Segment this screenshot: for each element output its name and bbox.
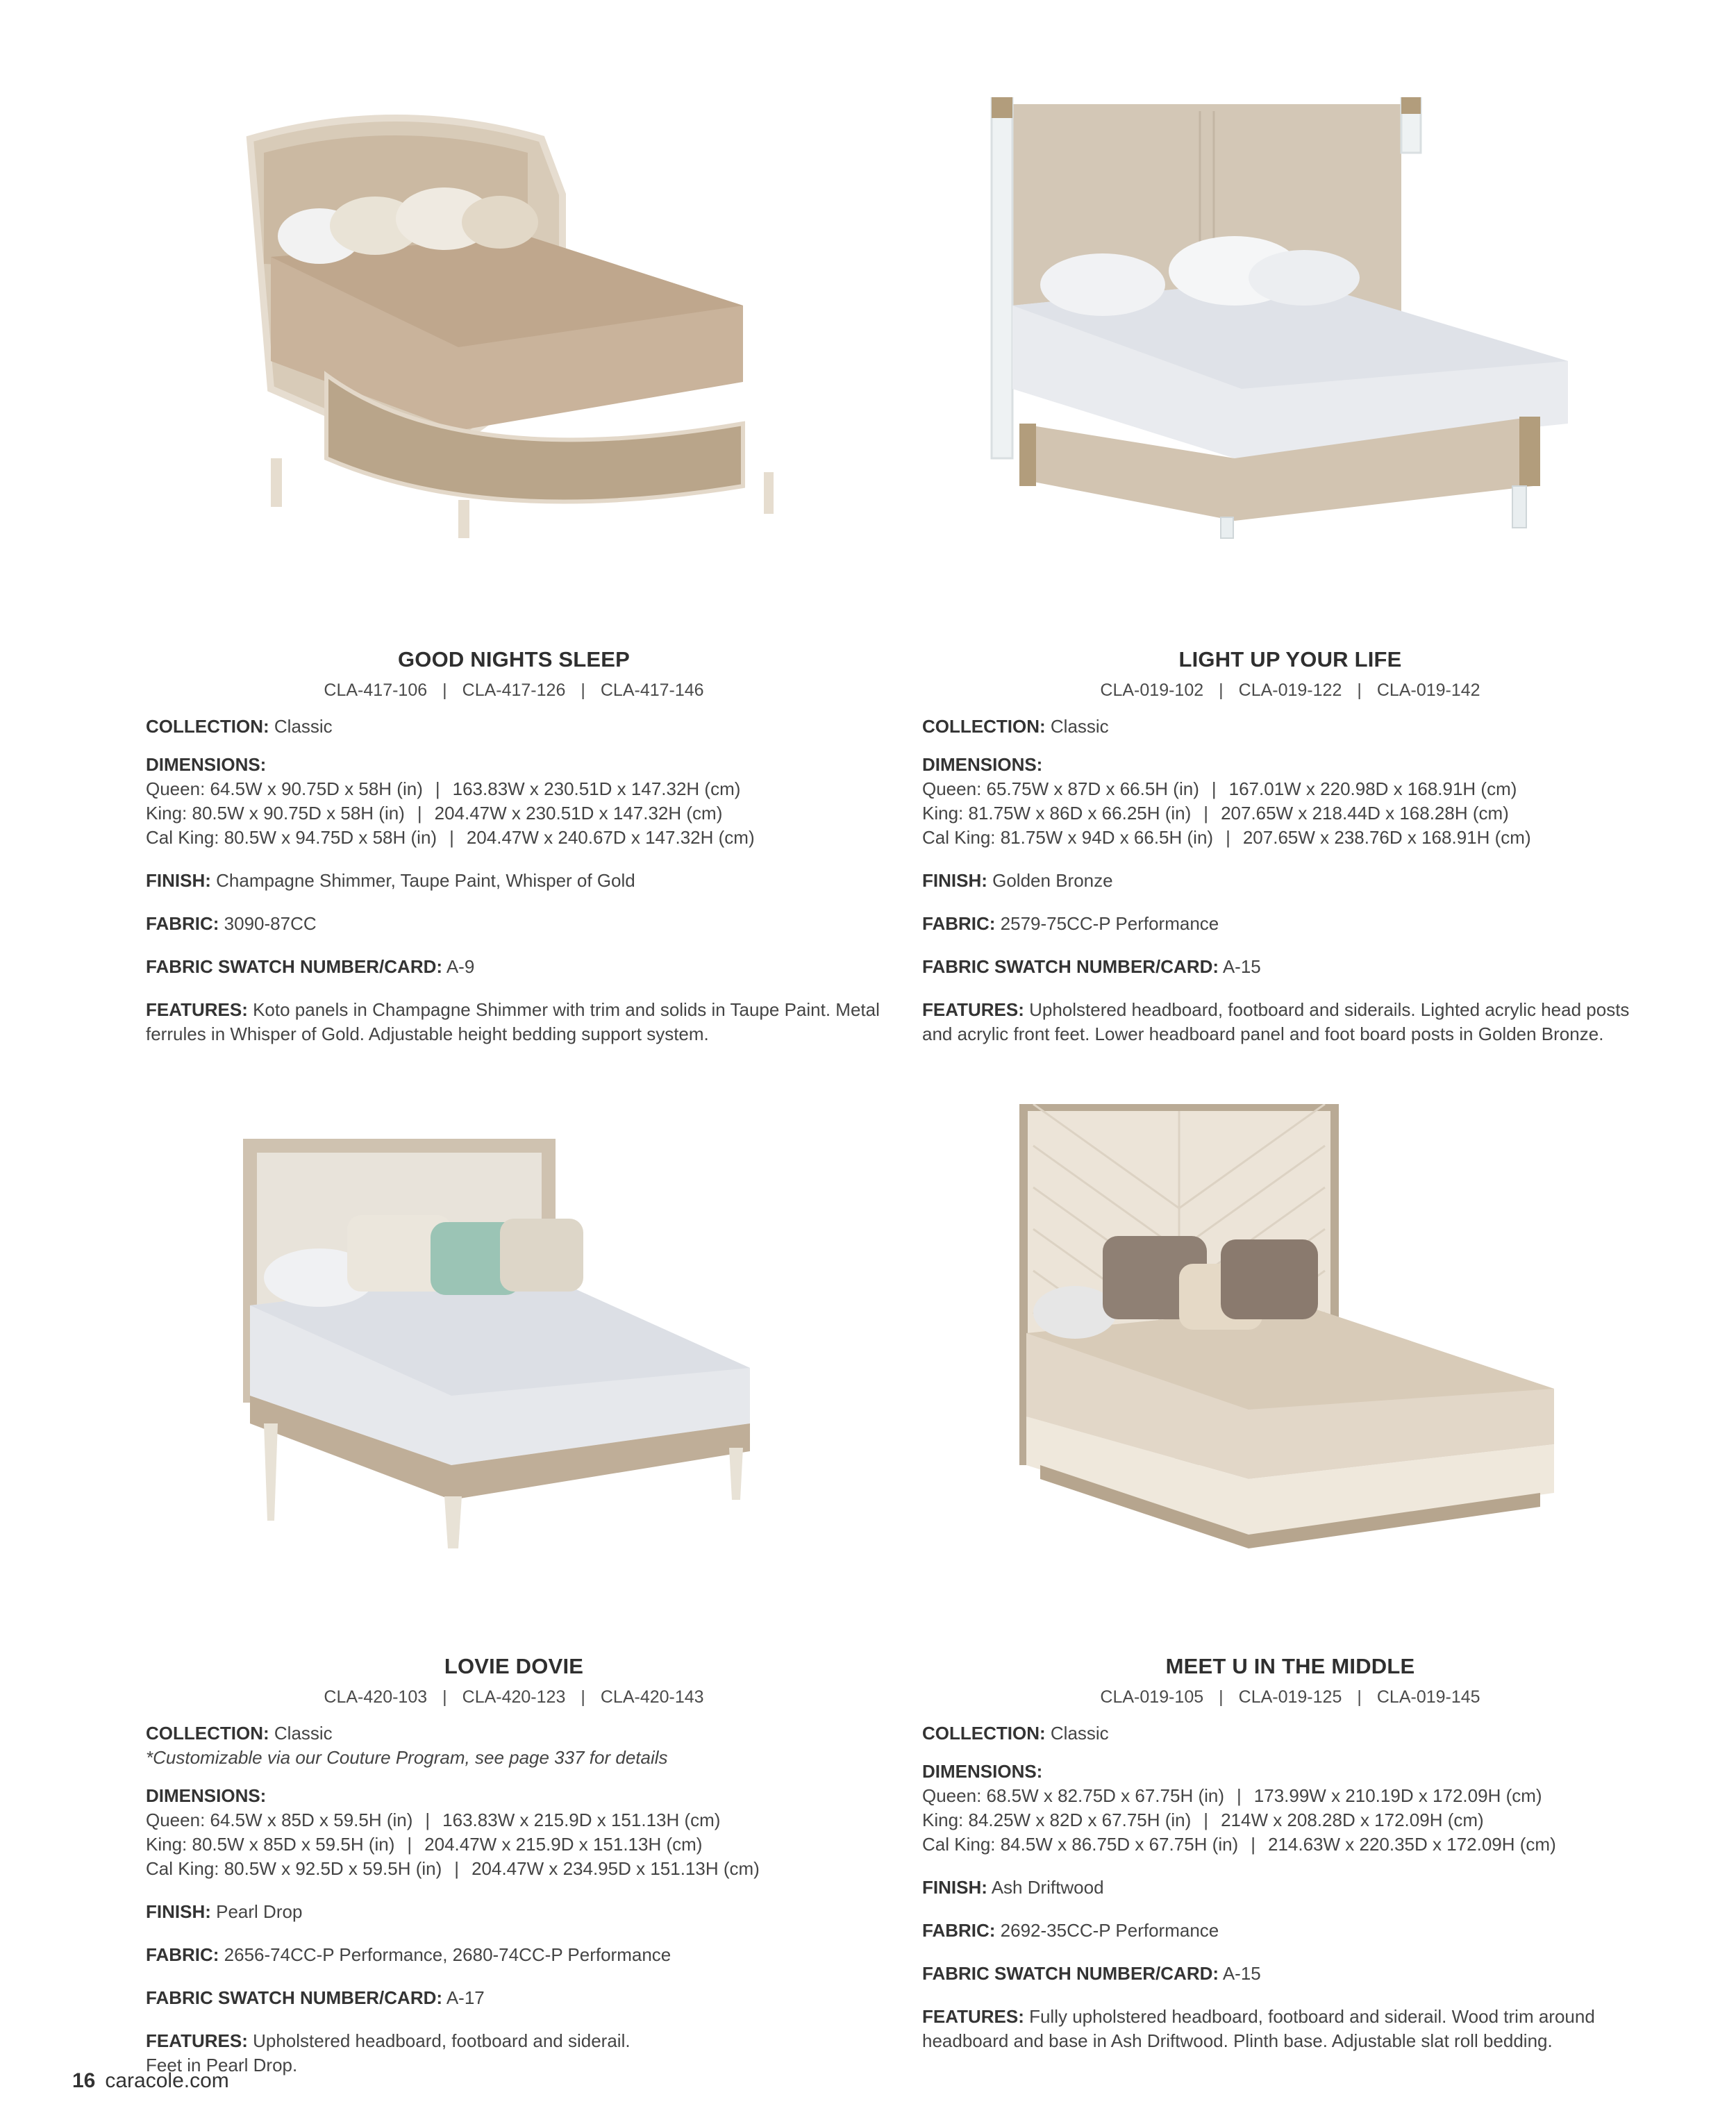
features-spec (922, 2005, 1658, 2053)
finish-label: FINISH: (146, 870, 211, 891)
separator: | (425, 1810, 431, 1830)
dimension-cm: 214.63W x 220.35D x 172.09H (cm) (1267, 1834, 1556, 1855)
dimensions-spec (922, 1760, 1658, 1857)
separator: | (442, 680, 447, 700)
collection-value: Classic (274, 1723, 333, 1744)
finish-value: Champagne Shimmer, Taupe Paint, Whisper of Gold (216, 870, 635, 891)
dimension-cm: 207.65W x 218.44D x 168.28H (cm) (1221, 803, 1509, 824)
bed-photo-light-up-your-life (943, 97, 1637, 542)
swatch-label: FABRIC SWATCH NUMBER/CARD: (146, 1987, 443, 2008)
separator: | (581, 1687, 585, 1707)
dimension-cm: 204.47W x 215.9D x 151.13H (cm) (424, 1834, 703, 1855)
features-spec (146, 2029, 882, 2078)
collection-label: COLLECTION: (922, 716, 1046, 737)
product-meet-u-in-the-middle (922, 1104, 1658, 2053)
separator: | (1211, 778, 1217, 799)
dimension-cm: 204.47W x 240.67D x 147.32H (cm) (466, 827, 755, 848)
dimension-row (922, 1784, 1658, 1808)
bed-photo-good-nights-sleep (167, 97, 861, 542)
sku: CLA-420-143 (600, 1687, 704, 1707)
product-title: GOOD NIGHTS SLEEP (397, 647, 631, 671)
bed-photo-lovie-dovie (167, 1104, 861, 1548)
features-label: FEATURES: (922, 2006, 1024, 2027)
dimension-row (146, 826, 882, 850)
dimension-in: King: 80.5W x 90.75D x 58H (in) (146, 803, 405, 824)
collection-spec (922, 1721, 1658, 1746)
separator: | (1357, 680, 1362, 700)
collection-label: COLLECTION: (922, 1723, 1046, 1744)
collection-value: Classic (274, 716, 333, 737)
sku: CLA-417-126 (462, 680, 566, 700)
dimension-row (146, 1857, 882, 1881)
separator: | (1219, 680, 1224, 700)
dimension-row (146, 1832, 882, 1857)
swatch-spec (146, 1986, 882, 2010)
sku: CLA-019-145 (1376, 1687, 1480, 1707)
finish-label: FINISH: (146, 1901, 211, 1922)
swatch-label: FABRIC SWATCH NUMBER/CARD: (922, 956, 1219, 977)
finish-spec (146, 1900, 882, 1924)
separator: | (449, 827, 454, 848)
dimensions-label: DIMENSIONS: (922, 754, 1043, 775)
dimension-cm: 167.01W x 220.98D x 168.91H (cm) (1228, 778, 1517, 799)
finish-label: FINISH: (922, 870, 987, 891)
fabric-label: FABRIC: (146, 913, 219, 934)
features-spec (922, 998, 1658, 1046)
features-label: FEATURES: (922, 999, 1024, 1020)
collection-label: COLLECTION: (146, 1723, 269, 1744)
dimension-in: Queen: 65.75W x 87D x 66.5H (in) (922, 778, 1199, 799)
dimension-cm: 173.99W x 210.19D x 172.09H (cm) (1253, 1785, 1542, 1806)
dimensions-spec (146, 753, 882, 850)
swatch-value: A-17 (446, 1987, 485, 2008)
separator: | (435, 778, 440, 799)
finish-value: Ash Driftwood (991, 1877, 1104, 1898)
dimensions-label: DIMENSIONS: (922, 1761, 1043, 1782)
dimension-row (146, 1808, 882, 1832)
dimension-cm: 163.83W x 215.9D x 151.13H (cm) (442, 1810, 721, 1830)
finish-value: Golden Bronze (992, 870, 1113, 891)
finish-spec (922, 869, 1658, 893)
product-title: LOVIE DOVIE (444, 1654, 584, 1678)
dimension-in: King: 84.25W x 82D x 67.75H (in) (922, 1810, 1192, 1830)
dimension-in: Cal King: 84.5W x 86.75D x 67.75H (in) (922, 1834, 1239, 1855)
dimension-cm: 214W x 208.28D x 172.09H (cm) (1221, 1810, 1484, 1830)
fabric-label: FABRIC: (146, 1944, 219, 1965)
separator: | (1251, 1834, 1255, 1855)
separator: | (1203, 803, 1209, 824)
swatch-label: FABRIC SWATCH NUMBER/CARD: (922, 1963, 1219, 1984)
sku: CLA-019-102 (1100, 680, 1204, 700)
finish-spec (146, 869, 882, 893)
dimension-in: King: 80.5W x 85D x 59.5H (in) (146, 1834, 395, 1855)
dimensions-spec (922, 753, 1658, 850)
features-label: FEATURES: (146, 999, 248, 1020)
separator: | (1237, 1785, 1242, 1806)
separator: | (1226, 827, 1230, 848)
sku-list (146, 1687, 882, 1707)
dimension-row (922, 1832, 1658, 1857)
dimension-row (146, 801, 882, 826)
separator: | (407, 1834, 412, 1855)
sku: CLA-019-142 (1376, 680, 1480, 700)
features-value: Koto panels in Champagne Shimmer with trim and solids in Taupe Paint. Metal ferrules in Whisper of Gold. Adjustable height bedding support system. (146, 999, 880, 1044)
product-good-nights-sleep (146, 97, 882, 1046)
sku: CLA-417-106 (324, 680, 428, 700)
sku: CLA-420-123 (462, 1687, 566, 1707)
fabric-label: FABRIC: (922, 913, 996, 934)
swatch-spec (922, 955, 1658, 979)
collection-value: Classic (1050, 1723, 1109, 1744)
product-light-up-your-life (922, 97, 1658, 1046)
dimensions-spec (146, 1784, 882, 1881)
features-value-line2: Feet in Pearl Drop. (146, 2055, 298, 2075)
sku: CLA-019-105 (1100, 1687, 1204, 1707)
fabric-value: 2579-75CC-P Performance (1000, 913, 1219, 934)
dimension-cm: 163.83W x 230.51D x 147.32H (cm) (452, 778, 741, 799)
swatch-label: FABRIC SWATCH NUMBER/CARD: (146, 956, 443, 977)
sku: CLA-417-146 (600, 680, 704, 700)
sku: CLA-420-103 (324, 1687, 428, 1707)
fabric-spec (146, 912, 882, 936)
separator: | (1357, 1687, 1362, 1707)
dimension-cm: 204.47W x 230.51D x 147.32H (cm) (434, 803, 723, 824)
sku-list (146, 680, 882, 701)
features-value: Upholstered headboard, footboard and siderail. (253, 2030, 631, 2051)
sku-list (922, 1687, 1658, 1707)
page-number: 16 (72, 2069, 96, 2092)
dimension-row (922, 777, 1658, 801)
page-footer (72, 2069, 229, 2093)
dimension-cm: 207.65W x 238.76D x 168.91H (cm) (1242, 827, 1531, 848)
sku: CLA-019-122 (1238, 680, 1342, 700)
dimension-row (922, 826, 1658, 850)
fabric-value: 2656-74CC-P Performance, 2680-74CC-P Performance (224, 1944, 671, 1965)
dimension-row (146, 777, 882, 801)
fabric-value: 2692-35CC-P Performance (1000, 1920, 1219, 1941)
features-label: FEATURES: (146, 2030, 248, 2051)
collection-spec (146, 1721, 882, 1770)
finish-label: FINISH: (922, 1877, 987, 1898)
fabric-spec (922, 912, 1658, 936)
fabric-spec (922, 1919, 1658, 1943)
dimension-in: Cal King: 80.5W x 94.75D x 58H (in) (146, 827, 437, 848)
features-value: Upholstered headboard, footboard and siderails. Lighted acrylic head posts and acrylic front feet. Lower headboard panel and foot board posts in Golden Bronze. (922, 999, 1630, 1044)
couture-note: *Customizable via our Couture Program, see page 337 for details (146, 1747, 668, 1768)
separator: | (454, 1858, 460, 1879)
dimension-cm: 204.47W x 234.95D x 151.13H (cm) (471, 1858, 760, 1879)
collection-spec (146, 715, 882, 739)
dimension-in: Cal King: 80.5W x 92.5D x 59.5H (in) (146, 1858, 442, 1879)
features-spec (146, 998, 882, 1046)
collection-label: COLLECTION: (146, 716, 269, 737)
swatch-value: A-15 (1222, 956, 1261, 977)
finish-value: Pearl Drop (216, 1901, 303, 1922)
collection-value: Classic (1050, 716, 1109, 737)
separator: | (1219, 1687, 1224, 1707)
dimension-in: King: 81.75W x 86D x 66.25H (in) (922, 803, 1192, 824)
dimension-in: Queen: 64.5W x 90.75D x 58H (in) (146, 778, 423, 799)
swatch-value: A-15 (1222, 1963, 1261, 1984)
separator: | (1203, 1810, 1209, 1830)
collection-spec (922, 715, 1658, 739)
features-value: Fully upholstered headboard, footboard and siderail. Wood trim around headboard and base in Ash Driftwood. Plinth base. Adjustable slat roll bedding. (922, 2006, 1595, 2051)
dimension-in: Cal King: 81.75W x 94D x 66.5H (in) (922, 827, 1214, 848)
product-lovie-dovie (146, 1104, 882, 2078)
swatch-spec (922, 1962, 1658, 1986)
fabric-label: FABRIC: (922, 1920, 996, 1941)
separator: | (417, 803, 422, 824)
fabric-spec (146, 1943, 882, 1967)
dimension-row (922, 1808, 1658, 1832)
product-title: LIGHT UP YOUR LIFE (1178, 647, 1402, 671)
sku-list (922, 680, 1658, 701)
separator: | (442, 1687, 447, 1707)
swatch-value: A-9 (446, 956, 475, 977)
separator: | (581, 680, 585, 700)
dimension-in: Queen: 64.5W x 85D x 59.5H (in) (146, 1810, 413, 1830)
site-link[interactable]: caracole.com (105, 2069, 229, 2092)
swatch-spec (146, 955, 882, 979)
finish-spec (922, 1875, 1658, 1900)
dimensions-label: DIMENSIONS: (146, 754, 267, 775)
fabric-value: 3090-87CC (224, 913, 317, 934)
bed-photo-meet-u-in-the-middle (943, 1104, 1637, 1548)
product-title: MEET U IN THE MIDDLE (1165, 1654, 1415, 1678)
dimension-in: Queen: 68.5W x 82.75D x 67.75H (in) (922, 1785, 1225, 1806)
dimensions-label: DIMENSIONS: (146, 1785, 267, 1806)
dimension-row (922, 801, 1658, 826)
sku: CLA-019-125 (1238, 1687, 1342, 1707)
